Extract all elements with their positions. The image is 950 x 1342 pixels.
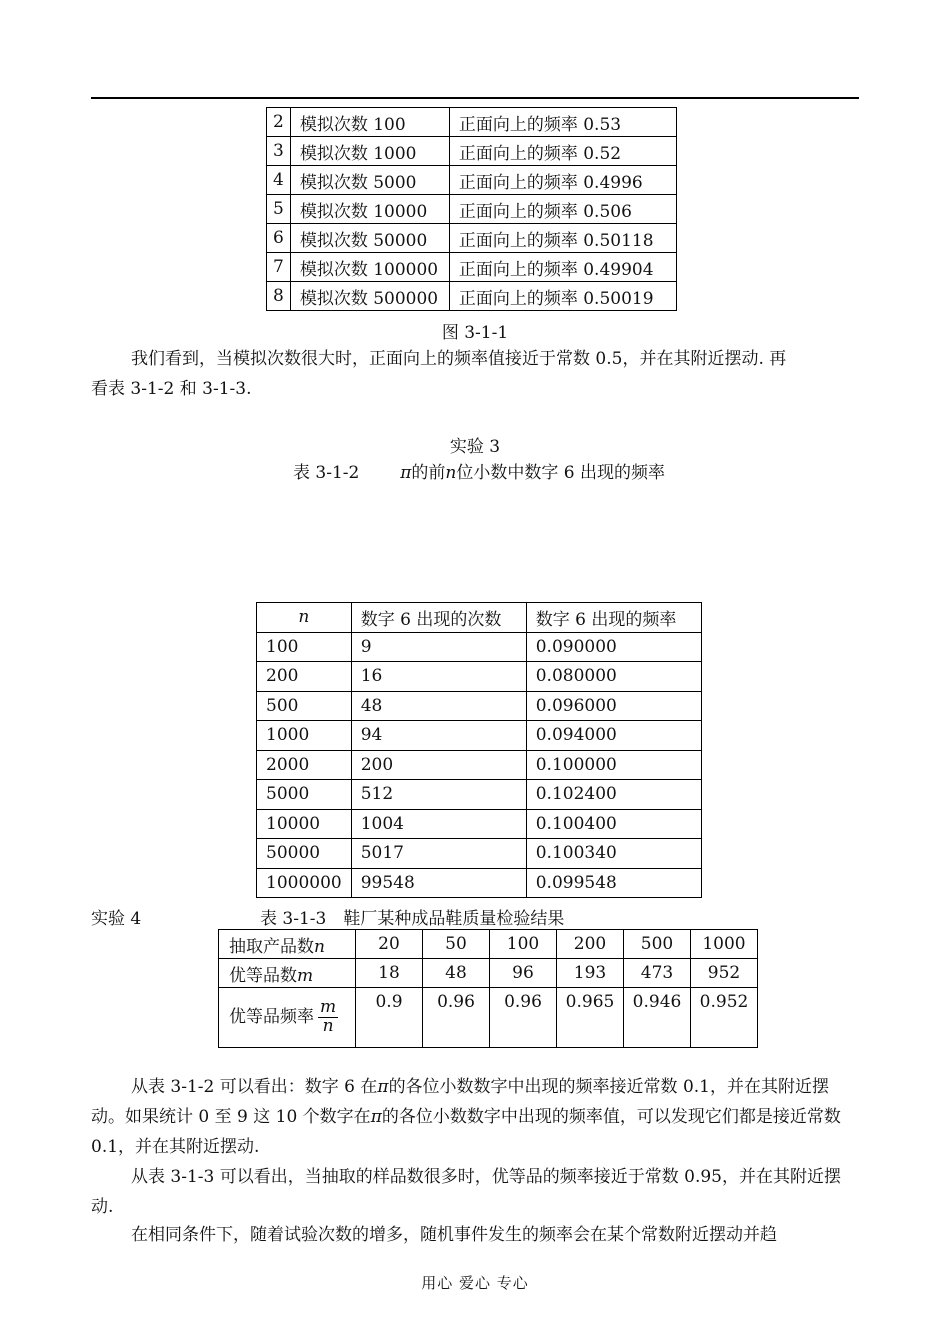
paragraph-1 — [91, 344, 861, 374]
table-cell — [219, 959, 356, 988]
m-variable: m — [297, 965, 314, 986]
table-row — [257, 721, 702, 751]
table-cell: 模拟次数 100000 — [290, 253, 449, 282]
table-cell: 96 — [490, 959, 557, 988]
table-cell: 0.102400 — [526, 780, 701, 810]
fraction-m-over-n — [318, 999, 338, 1036]
table-row — [257, 632, 702, 662]
table-cell: 正面向上的频率 0.506 — [449, 195, 676, 224]
table-cell: 正面向上的频率 0.50118 — [449, 224, 676, 253]
n-variable: n — [445, 463, 457, 483]
table-cell: 6 — [267, 224, 291, 253]
table-3-caption: 表 3-1-3 鞋厂某种成品鞋质量检验结果 — [260, 909, 565, 929]
pi-symbol: π — [370, 1107, 382, 1127]
table-cell: 0.099548 — [526, 868, 701, 898]
table-cell: 10000 — [257, 809, 352, 839]
table-cell — [219, 988, 356, 1048]
paragraph-2-part-c: 的各位小数数字中出现的频率值，可以发现它们都是接近常数 0.1，并在其附近摆动. — [91, 1107, 841, 1157]
table-cell: 7 — [267, 253, 291, 282]
table-cell: 1000000 — [257, 868, 352, 898]
experiment-4-label: 实验 4 — [91, 909, 142, 929]
table-cell: 0.952 — [691, 988, 758, 1048]
table-row — [257, 691, 702, 721]
paragraph-2 — [91, 1072, 861, 1162]
column-header: 数字 6 出现的次数 — [351, 603, 526, 633]
table-cell: 0.080000 — [526, 662, 701, 692]
table-cell: 正面向上的频率 0.4996 — [449, 166, 676, 195]
header-rule — [91, 97, 859, 99]
table-cell: 5 — [267, 195, 291, 224]
figure-caption: 图 3-1-1 — [441, 323, 509, 343]
table-cell: 200 — [557, 930, 624, 959]
table-cell: 0.965 — [557, 988, 624, 1048]
table-row — [267, 137, 677, 166]
table-row — [257, 662, 702, 692]
table-cell: 模拟次数 50000 — [290, 224, 449, 253]
n-variable: n — [314, 936, 325, 957]
table-cell — [219, 930, 356, 959]
fraction-numerator: m — [320, 997, 337, 1018]
table-cell: 500 — [624, 930, 691, 959]
table-cell: 193 — [557, 959, 624, 988]
table-cell: 0.100400 — [526, 809, 701, 839]
table-cell: 0.96 — [490, 988, 557, 1048]
table-row — [257, 839, 702, 869]
table-row — [267, 108, 677, 137]
table-cell: 18 — [356, 959, 423, 988]
table-cell: 20 — [356, 930, 423, 959]
table-cell: 3 — [267, 137, 291, 166]
table-2-caption-text-2: 位小数中数字 6 出现的频率 — [456, 463, 665, 483]
table-row — [219, 959, 758, 988]
row-label: 优等品数 — [229, 965, 297, 986]
page-footer: 用心 爱心 专心 — [421, 1274, 529, 1292]
table-cell: 100 — [257, 632, 352, 662]
table-cell: 正面向上的频率 0.50019 — [449, 282, 676, 311]
table-cell: 200 — [351, 750, 526, 780]
table-cell: 5017 — [351, 839, 526, 869]
paragraph-1-line-1: 我们看到，当模拟次数很大时，正面向上的频率值接近于常数 0.5，并在其附近摆动. 再 — [131, 349, 787, 369]
table-row — [257, 780, 702, 810]
table-cell: 512 — [351, 780, 526, 810]
table-cell: 正面向上的频率 0.52 — [449, 137, 676, 166]
table-cell: 200 — [257, 662, 352, 692]
table-cell: 5000 — [257, 780, 352, 810]
paragraph-1-cont — [91, 374, 861, 404]
row-label: 抽取产品数 — [229, 936, 314, 957]
table-row — [257, 868, 702, 898]
table-cell: 模拟次数 10000 — [290, 195, 449, 224]
table-2-caption-text-1: 的前 — [411, 463, 446, 483]
table-cell: 1000 — [257, 721, 352, 751]
table-row — [267, 195, 677, 224]
table-cell: 473 — [624, 959, 691, 988]
table-2-caption-number: 表 3-1-2 — [293, 463, 360, 483]
pi-symbol: π — [377, 1077, 389, 1097]
table-cell: 952 — [691, 959, 758, 988]
table-cell: 0.100000 — [526, 750, 701, 780]
paragraph-2-part-a: 从表 3-1-2 可以看出：数字 6 在 — [131, 1077, 378, 1097]
table-cell: 100 — [490, 930, 557, 959]
table-cell: 0.094000 — [526, 721, 701, 751]
table-cell: 500 — [257, 691, 352, 721]
simulation-table — [266, 107, 677, 311]
table-cell: 0.100340 — [526, 839, 701, 869]
table-row — [267, 166, 677, 195]
table-cell: 48 — [351, 691, 526, 721]
table-row — [219, 988, 758, 1048]
table-cell: 2000 — [257, 750, 352, 780]
shoe-quality-table — [218, 929, 758, 1048]
pi-digit-table — [256, 602, 702, 898]
row-label: 优等品频率 — [229, 1007, 314, 1027]
table-cell: 正面向上的频率 0.53 — [449, 108, 676, 137]
table-header-row — [257, 603, 702, 633]
table-cell: 2 — [267, 108, 291, 137]
table-cell: 4 — [267, 166, 291, 195]
table-cell: 0.090000 — [526, 632, 701, 662]
table-cell: 99548 — [351, 868, 526, 898]
table-row — [267, 282, 677, 311]
table-cell: 0.946 — [624, 988, 691, 1048]
column-header: 数字 6 出现的频率 — [526, 603, 701, 633]
paragraph-4: 在相同条件下，随着试验次数的增多，随机事件发生的频率会在某个常数附近摆动并趋 — [131, 1225, 777, 1245]
table-cell: 50000 — [257, 839, 352, 869]
table-cell: 模拟次数 100 — [290, 108, 449, 137]
paragraph-3: 从表 3-1-3 可以看出，当抽取的样品数很多时，优等品的频率接近于常数 0.95，并在其附近摆动. — [91, 1167, 841, 1217]
pi-symbol: π — [400, 463, 412, 483]
table-row — [267, 224, 677, 253]
paragraph-2-part-b: 的各位小数数字中出现的频率接近常数 0.1，并在其附近摆动。如果统计 0 至 9 这 10 个数字在 — [91, 1077, 830, 1127]
fraction-denominator: n — [322, 1016, 334, 1036]
table-cell: 48 — [423, 959, 490, 988]
table-cell: 模拟次数 5000 — [290, 166, 449, 195]
table-row — [219, 930, 758, 959]
table-row — [257, 750, 702, 780]
experiment-3-title: 实验 3 — [449, 437, 501, 457]
table-cell: 0.096000 — [526, 691, 701, 721]
table-cell: 0.96 — [423, 988, 490, 1048]
table-cell: 8 — [267, 282, 291, 311]
table-cell: 1000 — [691, 930, 758, 959]
table-row — [257, 809, 702, 839]
table-2-caption — [0, 458, 950, 483]
table-cell: 50 — [423, 930, 490, 959]
table-cell: 9 — [351, 632, 526, 662]
table-cell: 模拟次数 500000 — [290, 282, 449, 311]
paragraph-1-line-2: 看表 3-1-2 和 3-1-3. — [91, 379, 252, 399]
table-row — [267, 253, 677, 282]
table-cell: 0.9 — [356, 988, 423, 1048]
column-header: n — [257, 603, 352, 633]
table-cell: 模拟次数 1000 — [290, 137, 449, 166]
table-cell: 1004 — [351, 809, 526, 839]
table-cell: 正面向上的频率 0.49904 — [449, 253, 676, 282]
table-cell: 16 — [351, 662, 526, 692]
table-cell: 94 — [351, 721, 526, 751]
